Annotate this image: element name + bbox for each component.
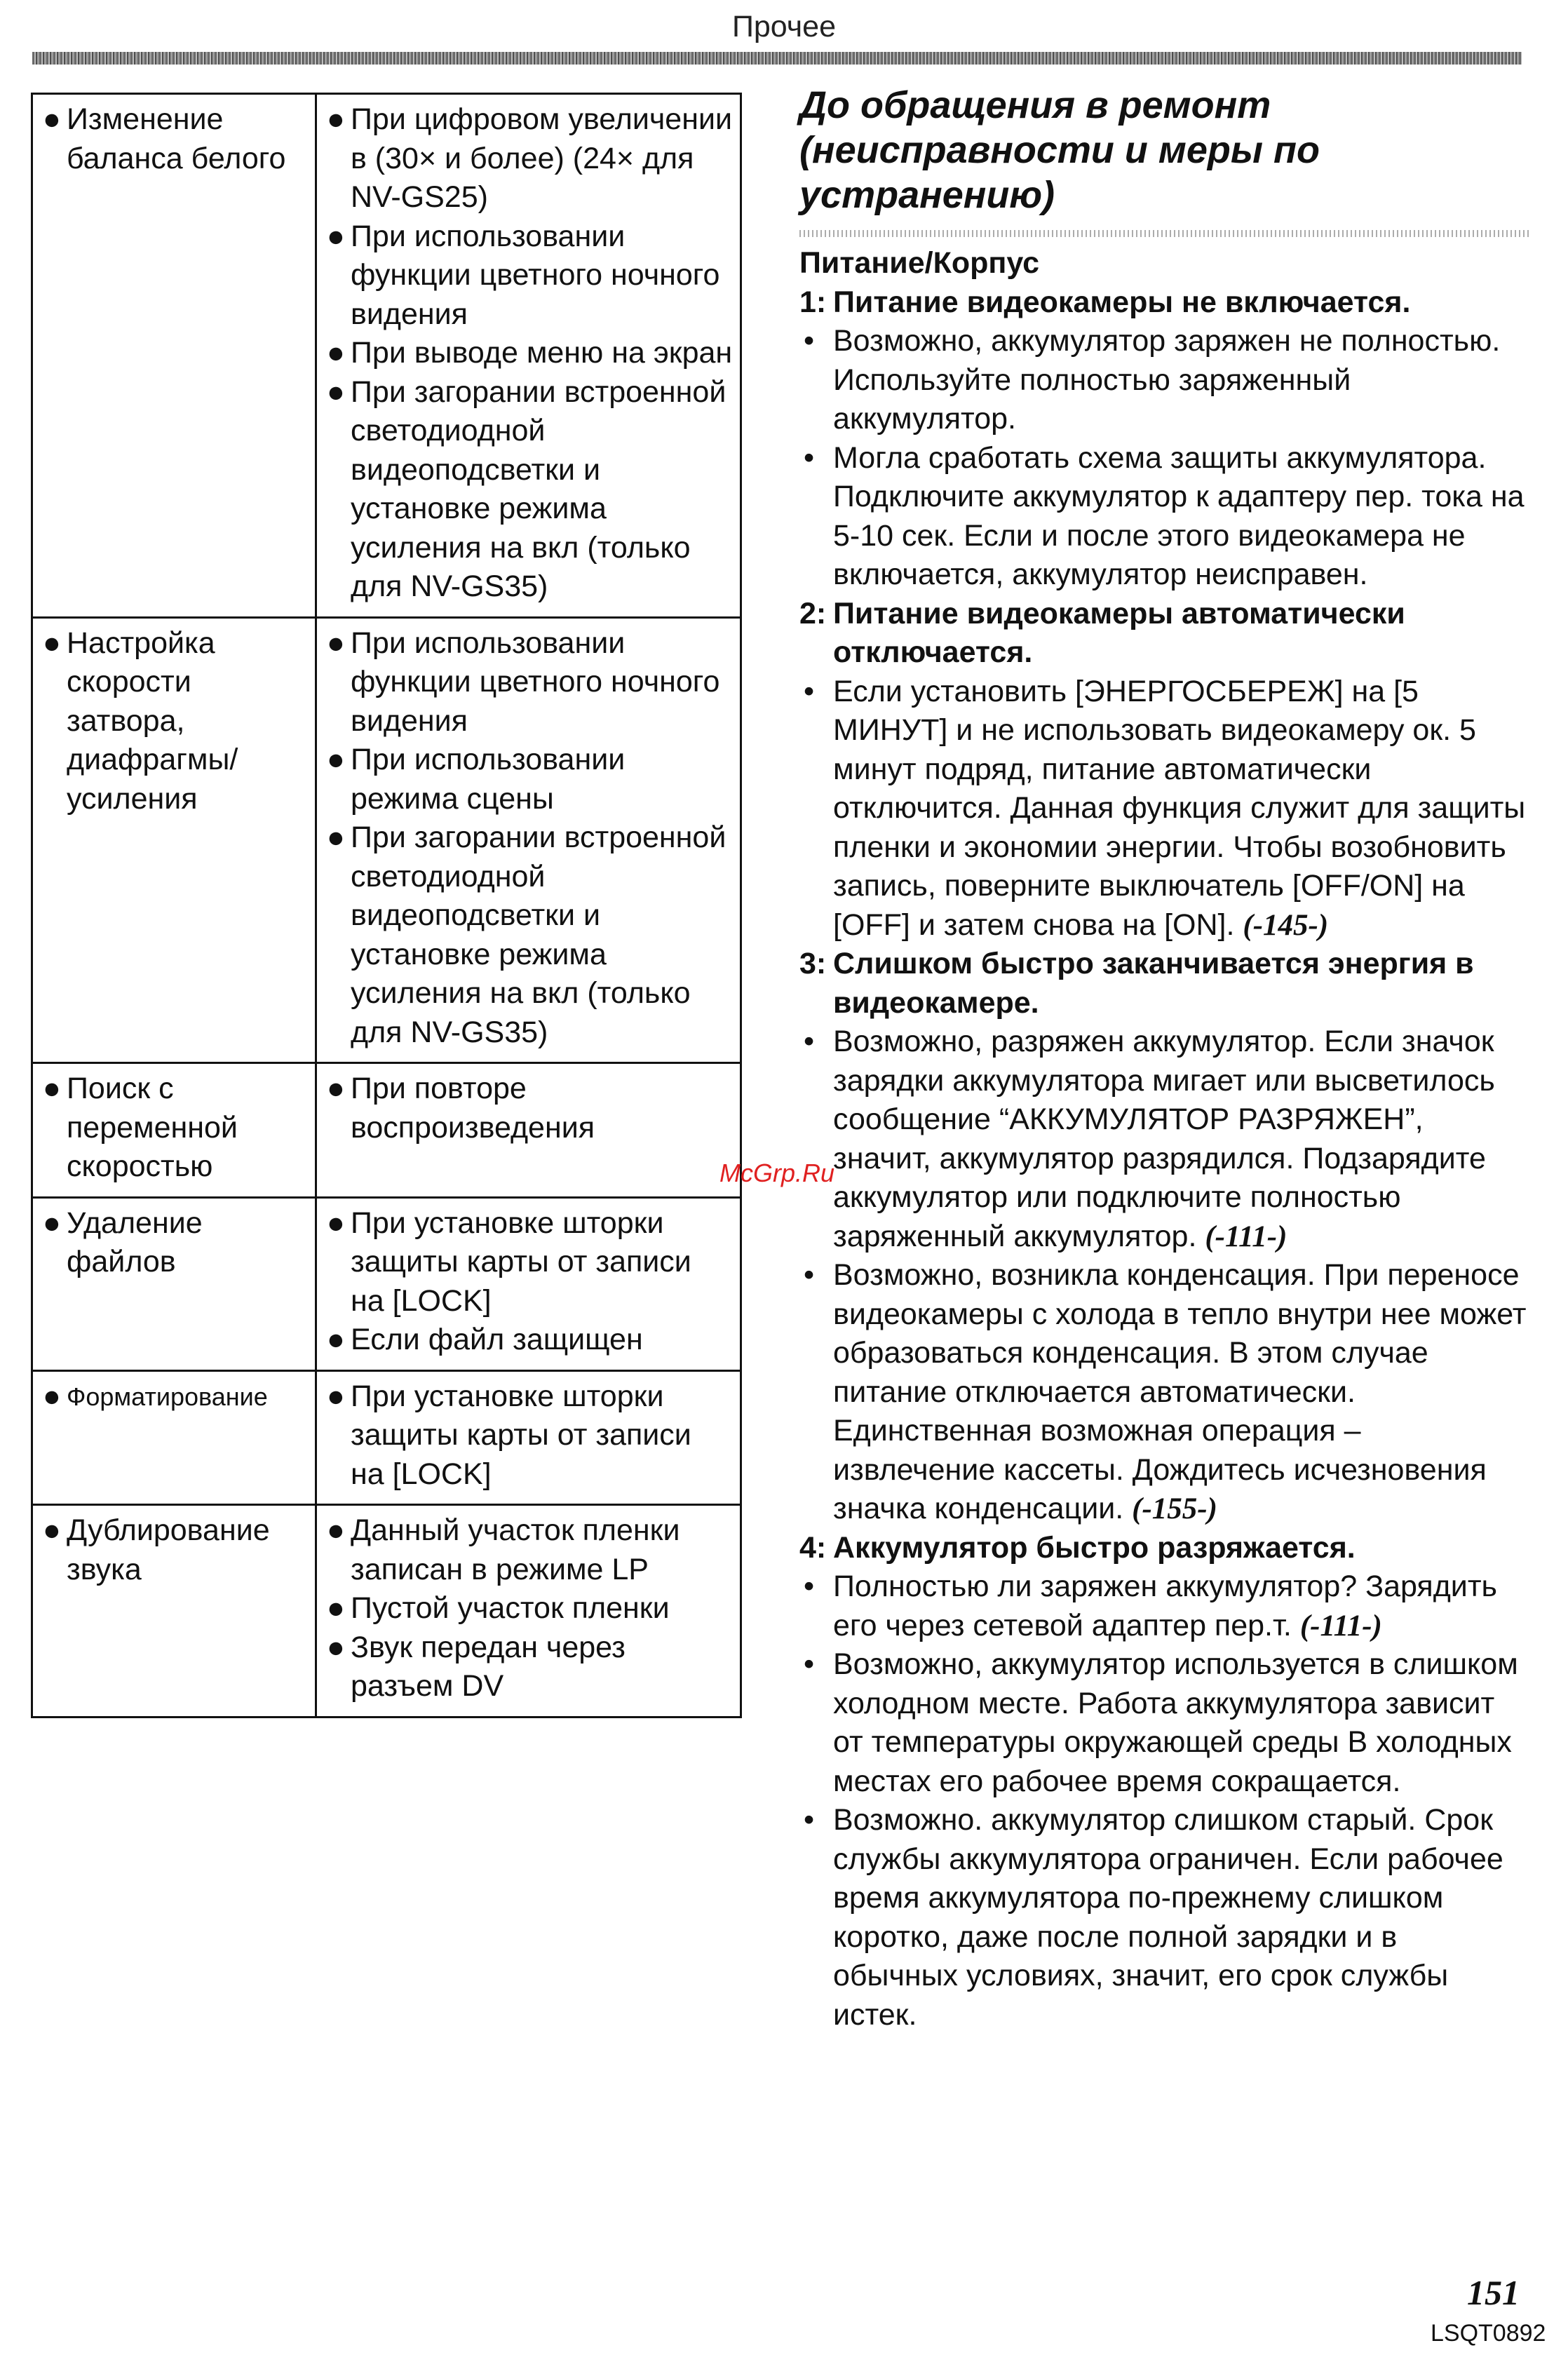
condition-text: При использовании функции цветного ночного видения	[351, 219, 720, 331]
feature-label: Удаление файлов	[67, 1206, 203, 1278]
condition-text: При использовании режима сцены	[351, 743, 626, 816]
condition-text: Если файл защищен	[351, 1323, 643, 1356]
bullet-icon: ●	[327, 743, 345, 776]
condition-text: При цифровом увеличении в (30× и более) (24× для NV-GS25)	[351, 102, 732, 214]
bullet-icon: ●	[327, 821, 345, 854]
problem-number: 4:	[799, 1530, 827, 1565]
page-reference: (-145-)	[1243, 908, 1329, 942]
bullet-icon: ●	[327, 374, 345, 409]
bullet-icon: •	[804, 1025, 815, 1058]
problem-number: 1:	[799, 285, 827, 319]
feature-item	[41, 624, 308, 819]
solution-text: Возможно, аккумулятор используется в слишком холодном месте. Работа аккумулятора зависит от температуры окружающей среды В холодных местах его рабочее время сокращается.	[833, 1647, 1518, 1798]
condition-item	[325, 1511, 733, 1589]
condition-item	[325, 1589, 733, 1628]
bullet-icon: ●	[327, 1072, 345, 1105]
bullet-icon: ●	[327, 1591, 345, 1625]
bullet-icon: ●	[327, 1630, 345, 1664]
solution-text: Возможно. аккумулятор слишком старый. Срок службы аккумулятора ограничен. Если рабочее время аккумулятора по-прежнему слишком коротко, даже после полной зарядки и в обычных условиях, значит, его срок службы истек.	[833, 1803, 1503, 2032]
solution-item	[799, 1801, 1529, 2034]
solution-item	[799, 322, 1529, 439]
feature-item	[41, 1069, 308, 1187]
feature-cell	[32, 1063, 316, 1198]
bullet-icon: ●	[43, 1206, 61, 1240]
bullet-icon: •	[804, 1803, 815, 1837]
condition-item	[325, 1321, 733, 1360]
solution-text: Могла сработать схема защиты аккумулятора. Подключите аккумулятор к адаптеру пер. тока на 5-10 сек. Если и после этого видеокамера не включается, аккумулятор неисправен.	[833, 440, 1525, 591]
bullet-icon: •	[804, 1570, 815, 1603]
condition-cell	[316, 94, 741, 618]
page-reference: (-111-)	[1205, 1220, 1287, 1253]
condition-item	[325, 217, 733, 335]
page-title: До обращения в ремонт (неисправности и меры по устранению)	[799, 84, 1320, 216]
problem-heading	[799, 595, 1529, 673]
bullet-icon: ●	[327, 336, 345, 370]
feature-item	[41, 1377, 308, 1417]
bullet-icon: ●	[43, 102, 61, 136]
solution-item	[799, 1567, 1529, 1645]
page-reference: (-155-)	[1132, 1492, 1217, 1525]
document-code: LSQT0892	[1431, 2320, 1546, 2347]
condition-text: При загорании встроенной светодиодной видеоподсветки и установке режима усиления на вкл (только для NV-GS35)	[351, 374, 726, 603]
feature-cell	[32, 1370, 316, 1505]
solution-text: Полностью ли заряжен аккумулятор? Зарядить его через сетевой адаптер пер.т.	[833, 1570, 1497, 1642]
feature-cell	[32, 617, 316, 1063]
problem-text: Питание видеокамеры автоматически отключается.	[833, 596, 1405, 669]
feature-label: Дублирование звука	[67, 1513, 270, 1586]
solution-text: Возможно, аккумулятор заряжен не полностью. Используйте полностью заряженный аккумулятор.	[833, 324, 1501, 436]
solution-item	[799, 1256, 1529, 1529]
solution-item	[799, 673, 1529, 945]
feature-item	[41, 100, 308, 178]
bullet-icon: ●	[43, 1513, 61, 1547]
watermark: McGrp.Ru	[719, 1159, 835, 1187]
troubleshooting-column	[799, 83, 1529, 2034]
header-divider	[32, 52, 1522, 65]
title-divider	[799, 230, 1529, 237]
feature-label: Изменение баланса белого	[67, 102, 286, 175]
problem-number: 2:	[799, 596, 827, 630]
condition-text: Пустой участок пленки	[351, 1591, 670, 1625]
page-header-title: Прочее	[731, 10, 837, 43]
table-row	[32, 617, 741, 1063]
table-row	[32, 1505, 741, 1717]
problem-text: Питание видеокамеры не включается.	[833, 285, 1411, 319]
condition-item	[325, 1628, 733, 1706]
condition-text: При установке шторки защиты карты от записи на [LOCK]	[351, 1379, 691, 1491]
section-title: Питание/Корпус	[799, 246, 1040, 280]
condition-text: При повторе воспроизведения	[351, 1072, 595, 1145]
solution-item	[799, 439, 1529, 595]
bullet-icon: •	[804, 1647, 815, 1681]
bullet-icon: •	[804, 324, 815, 358]
condition-text: Данный участок пленки записан в режиме LP	[351, 1513, 680, 1586]
bullet-icon: •	[804, 440, 815, 475]
condition-item	[325, 1377, 733, 1494]
problem-list	[799, 283, 1529, 2035]
solution-text: Если установить [ЭНЕРГОСБЕРЕЖ] на [5 МИНУТ] и не использовать видеокамеру ок. 5 минут подряд, питание автоматически отключится. Данная функция служит для защиты пленки и экономии энергии. Чтобы возобновить запись, поверните выключатель [OFF/ON] на [OFF] и затем снова на [ON].	[833, 674, 1526, 942]
restrictions-table	[31, 93, 742, 1718]
condition-item	[325, 100, 733, 217]
bullet-icon: ●	[43, 626, 61, 660]
feature-cell	[32, 1505, 316, 1717]
table-row	[32, 1370, 741, 1505]
condition-item	[325, 741, 733, 818]
page-number: 151	[1467, 2273, 1520, 2312]
solution-text: Возможно, разряжен аккумулятор. Если значок зарядки аккумулятора мигает или высветилось сообщение “АККУМУЛЯТОР РАЗРЯЖЕН”, значит, аккумулятор разрядился. Подзарядите аккумулятор или подключите полностью заряженный аккумулятор.	[833, 1025, 1495, 1253]
bullet-icon: •	[804, 1258, 815, 1292]
condition-cell	[316, 1197, 741, 1370]
condition-item	[325, 818, 733, 1052]
bullet-icon: ●	[327, 1379, 345, 1413]
table-row	[32, 94, 741, 618]
condition-text: При установке шторки защиты карты от записи на [LOCK]	[351, 1206, 691, 1318]
bullet-icon: ●	[327, 102, 345, 136]
condition-cell	[316, 1370, 741, 1505]
solution-item	[799, 1023, 1529, 1256]
problem-text: Аккумулятор быстро разряжается.	[833, 1530, 1356, 1565]
condition-item	[325, 624, 733, 741]
bullet-icon: ●	[327, 1513, 345, 1547]
problem-text: Слишком быстро заканчивается энергия в видеокамере.	[833, 947, 1474, 1020]
condition-cell	[316, 617, 741, 1063]
condition-cell	[316, 1063, 741, 1198]
condition-text: При загорании встроенной светодиодной видеоподсветки и установке режима усиления на вкл (только для NV-GS35)	[351, 821, 726, 1049]
problem-number: 3:	[799, 947, 827, 980]
table-row	[32, 1063, 741, 1198]
page-reference: (-111-)	[1299, 1609, 1382, 1642]
feature-cell	[32, 1197, 316, 1370]
problem-heading	[799, 1529, 1529, 1568]
solution-text: Возможно, возникла конденсация. При переносе видеокамеры с холода в тепло внутри нее может образоваться конденсация. В этом случае питание отключается автоматически. Единственная возможная операция – извлечение кассеты. Дождитесь исчезновения значка конденсации.	[833, 1258, 1527, 1525]
condition-item	[325, 373, 733, 607]
bullet-icon: ●	[43, 1379, 61, 1413]
feature-label: Поиск с переменной скоростью	[67, 1072, 238, 1183]
bullet-icon: ●	[43, 1072, 61, 1105]
bullet-icon: ●	[327, 1206, 345, 1240]
bullet-icon: ●	[327, 1323, 345, 1356]
condition-item	[325, 1069, 733, 1147]
feature-item	[41, 1511, 308, 1589]
condition-text: Звук передан через разъем DV	[351, 1630, 626, 1703]
condition-item	[325, 1204, 733, 1321]
feature-label: Форматирование	[67, 1382, 268, 1411]
bullet-icon: •	[804, 674, 815, 708]
bullet-icon: ●	[327, 626, 345, 660]
problem-heading	[799, 945, 1529, 1023]
table-row	[32, 1197, 741, 1370]
feature-item	[41, 1204, 308, 1282]
bullet-icon: ●	[327, 219, 345, 253]
feature-label: Настройка скорости затвора, диафрагмы/ усиления	[67, 626, 238, 816]
feature-cell	[32, 94, 316, 618]
problem-heading	[799, 283, 1529, 323]
condition-item	[325, 334, 733, 373]
condition-text: При использовании функции цветного ночного видения	[351, 626, 720, 738]
condition-text: При выводе меню на экран	[351, 336, 733, 370]
solution-item	[799, 1645, 1529, 1801]
condition-cell	[316, 1505, 741, 1717]
